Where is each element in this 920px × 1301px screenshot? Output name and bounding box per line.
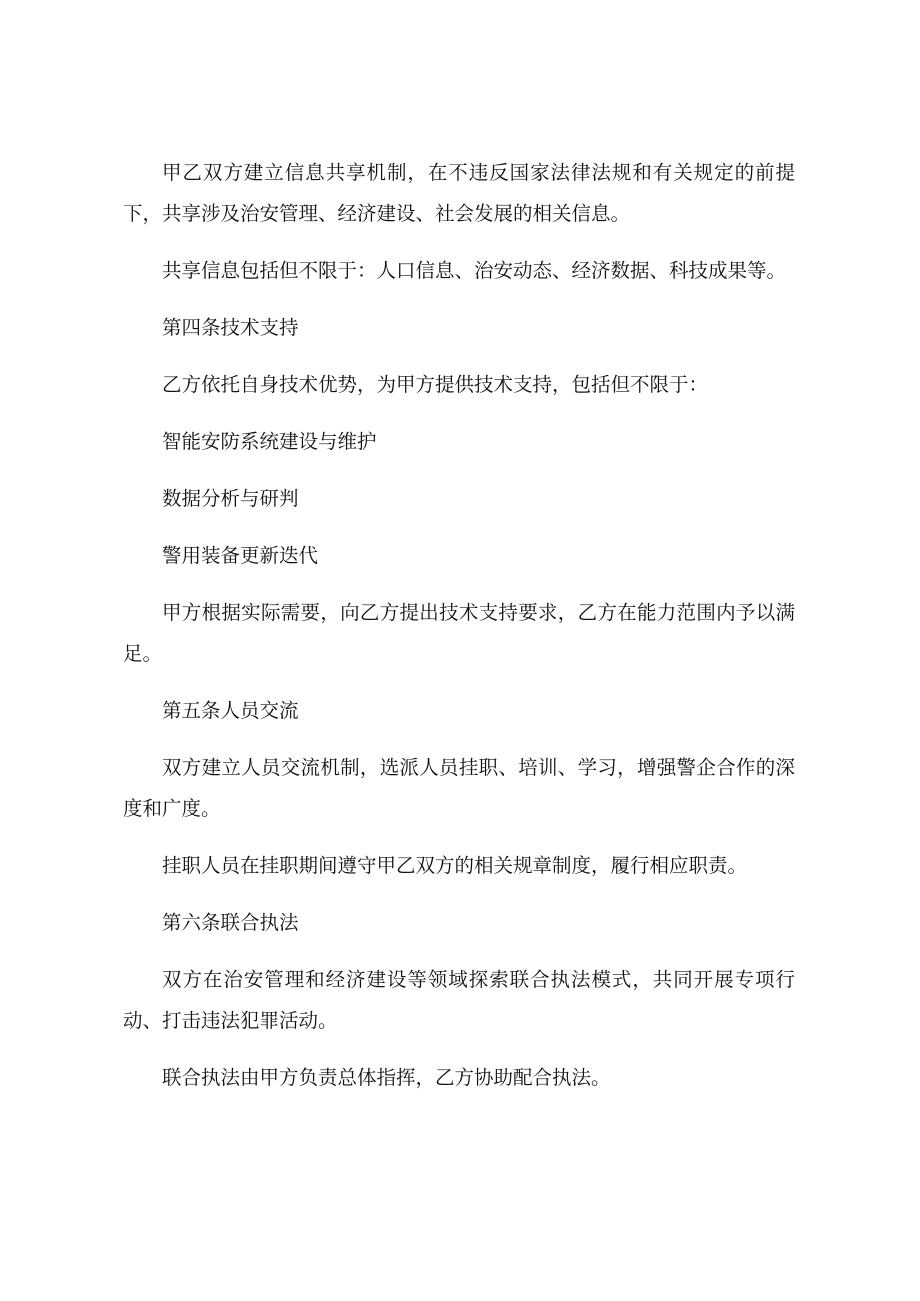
paragraph-support-request: 甲方根据实际需要，向乙方提出技术支持要求，乙方在能力范围内予以满足。: [123, 601, 795, 665]
paragraph-shared-info-scope: 共享信息包括但不限于：人口信息、治安动态、经济数据、科技成果等。: [162, 259, 787, 282]
paragraph-personnel-exchange: 双方建立人员交流机制，选派人员挂职、培训、学习，增强警企合作的深度和广度。: [123, 756, 795, 820]
article-6-heading: 第六条联合执法: [162, 911, 299, 934]
list-item-equipment-update: 警用装备更新迭代: [162, 544, 319, 567]
paragraph-joint-enforcement: 双方在治安管理和经济建设等领域探索联合执法模式，共同开展专项行动、打击违法犯罪活动。: [123, 968, 795, 1032]
article-5-heading: 第五条人员交流: [162, 699, 299, 722]
paragraph-info-sharing: 甲乙双方建立信息共享机制，在不违反国家法律法规和有关规定的前提下，共享涉及治安管理、经济建设、社会发展的相关信息。: [123, 161, 795, 225]
paragraph-enforcement-command: 联合执法由甲方负责总体指挥，乙方协助配合执法。: [162, 1066, 611, 1089]
article-4-heading: 第四条技术支持: [162, 316, 299, 339]
paragraph-tech-support: 乙方依托自身技术优势，为甲方提供技术支持，包括但不限于：: [162, 373, 709, 396]
document-body: [123, 152, 795, 1114]
list-item-smart-security: 智能安防系统建设与维护: [162, 430, 377, 453]
list-item-data-analysis: 数据分析与研判: [162, 487, 299, 510]
paragraph-secondment-rules: 挂职人员在挂职期间遵守甲乙双方的相关规章制度，履行相应职责。: [162, 854, 748, 877]
